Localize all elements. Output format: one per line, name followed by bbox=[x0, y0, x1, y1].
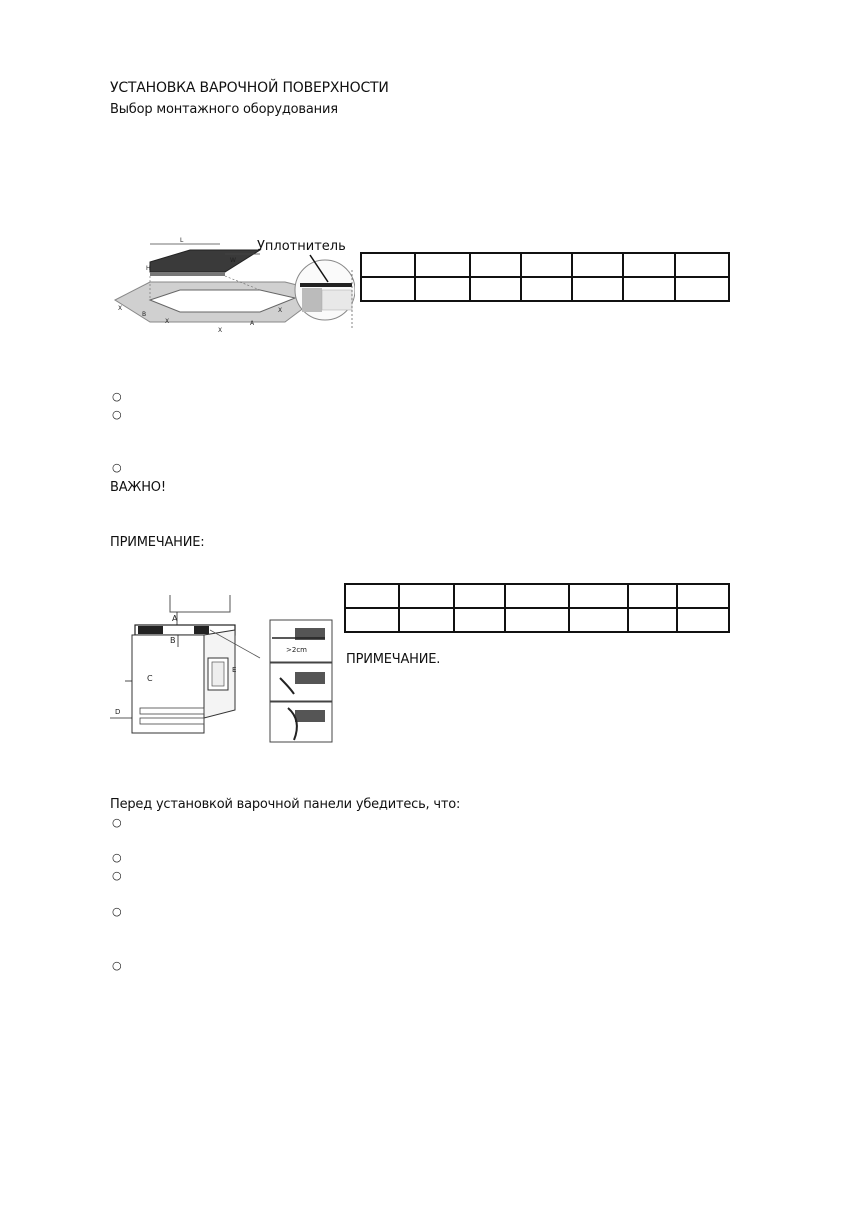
dim-a: A bbox=[250, 320, 255, 327]
seal-label: Уплотнитель bbox=[257, 239, 346, 254]
dim-x1: X bbox=[118, 305, 123, 312]
dim-w: W bbox=[230, 257, 236, 264]
bullet-marker: ○ bbox=[112, 408, 122, 421]
dim-l: L bbox=[180, 237, 184, 244]
table-row bbox=[345, 608, 729, 632]
dimensions-table-2 bbox=[344, 583, 730, 633]
page-title: УСТАНОВКА ВАРОЧНОЙ ПОВЕРХНОСТИ bbox=[110, 80, 389, 96]
hob-plate bbox=[150, 250, 260, 272]
dimensions-table-1 bbox=[360, 252, 730, 302]
section-subtitle: Выбор монтажного оборудования bbox=[110, 102, 338, 117]
dim-x2: X bbox=[165, 318, 170, 325]
dim-x3: X bbox=[218, 327, 223, 334]
dim-b: B bbox=[142, 311, 147, 318]
table-row bbox=[361, 277, 729, 301]
bullet-marker: ○ bbox=[112, 390, 122, 403]
cabinet-clearance-diagram bbox=[110, 590, 350, 745]
table-row bbox=[361, 253, 729, 277]
hob-cutout-diagram bbox=[110, 230, 355, 335]
label-c: C bbox=[147, 674, 153, 683]
bullet-marker: ○ bbox=[112, 905, 122, 918]
bullet-marker: ○ bbox=[112, 959, 122, 972]
note-heading-2: ПРИМЕЧАНИЕ. bbox=[346, 652, 441, 667]
important-heading: ВАЖНО! bbox=[110, 480, 166, 495]
label-b: B bbox=[170, 636, 176, 645]
table-row bbox=[345, 584, 729, 608]
bullet-marker: ○ bbox=[112, 869, 122, 882]
label-e: E bbox=[232, 666, 237, 674]
bullet-marker: ○ bbox=[112, 851, 122, 864]
dim-x4: X bbox=[278, 307, 283, 314]
label-d: D bbox=[115, 708, 121, 716]
note-heading: ПРИМЕЧАНИЕ: bbox=[110, 535, 205, 550]
bullet-marker: ○ bbox=[112, 816, 122, 829]
label-gap: >2cm bbox=[286, 646, 307, 654]
bullet-marker: ○ bbox=[112, 461, 122, 474]
label-a: A bbox=[172, 614, 178, 623]
dim-h: H bbox=[146, 265, 151, 272]
before-install-heading: Перед установкой варочной панели убедитесь, что: bbox=[110, 797, 461, 812]
